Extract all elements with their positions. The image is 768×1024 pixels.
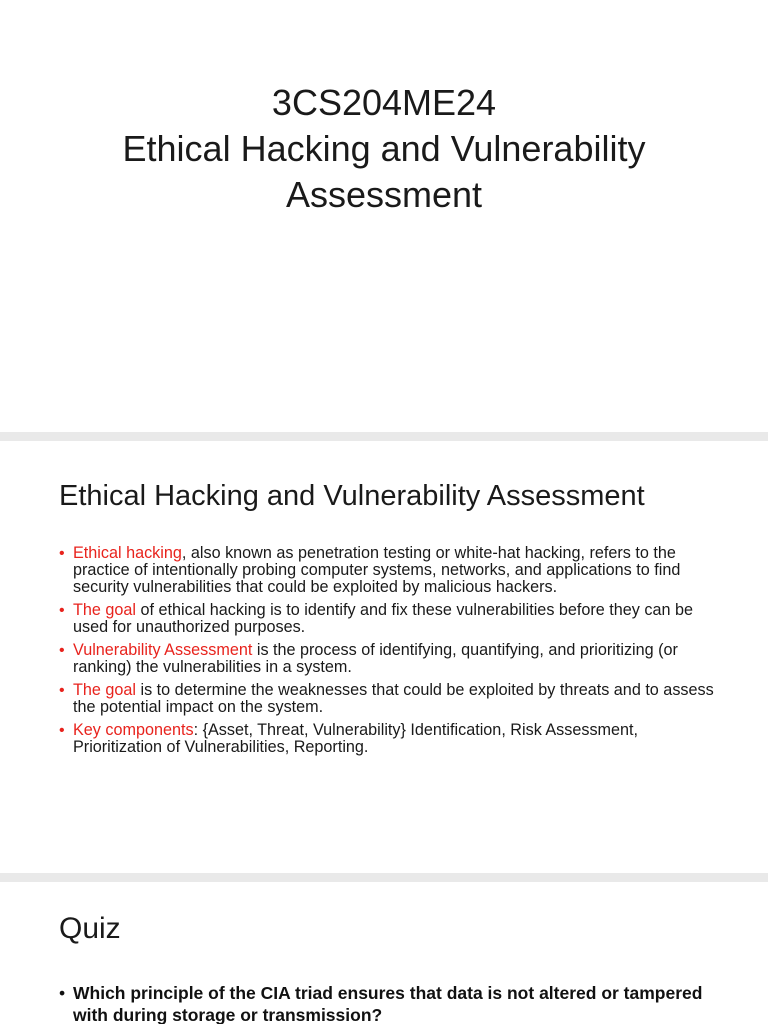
bullet-dot-icon: • xyxy=(59,722,65,739)
bullet-highlight: Ethical hacking xyxy=(73,544,182,562)
slide-quiz xyxy=(0,882,768,1024)
slide-heading: Ethical Hacking and Vulnerability Assessment xyxy=(59,480,645,512)
bullet-dot-icon: • xyxy=(59,682,65,699)
bullet-text: is the process of identifying, quantifying, and prioritizing (or ranking) the vulnerabilities in a system. xyxy=(73,641,678,676)
bullet-text: : {Asset, Threat, Vulnerability} Identification, Risk Assessment, Prioritization of Vulnerabilities, Reporting. xyxy=(73,721,639,756)
bullet-dot-icon: • xyxy=(59,545,65,562)
bullet-dot-icon: • xyxy=(59,642,65,659)
slide-title xyxy=(0,0,768,432)
course-code: 3CS204ME24 xyxy=(271,82,497,123)
bullet-dot-icon: • xyxy=(59,602,65,619)
quiz-question xyxy=(59,982,739,1024)
quiz-heading: Quiz xyxy=(59,912,121,945)
bullet-item xyxy=(59,545,719,596)
bullet-item xyxy=(59,682,719,716)
bullet-text: of ethical hacking is to identify and fix these vulnerabilities before they can be used for unauthorized purposes. xyxy=(73,601,693,636)
bullet-highlight: The goal xyxy=(73,601,136,619)
bullet-text: , also known as penetration testing or white-hat hacking, refers to the practice of intentionally probing computer systems, networks, and applications to find security vulnerabilities that could be exploited by malicious hackers. xyxy=(73,544,681,596)
bullet-highlight: The goal xyxy=(73,681,136,699)
bullet-highlight: Key components xyxy=(73,721,194,739)
course-name-line-1: Ethical Hacking and Vulnerability xyxy=(122,128,646,169)
bullet-item xyxy=(59,642,719,676)
quiz-question-list xyxy=(59,982,739,1024)
bullet-item xyxy=(59,602,719,636)
bullet-dot-icon: • xyxy=(59,983,66,1003)
course-title xyxy=(0,80,768,218)
course-name-line-2: Assessment xyxy=(285,174,483,215)
bullet-highlight: Vulnerability Assessment xyxy=(73,641,253,659)
quiz-question-text: Which principle of the CIA triad ensures that data is not altered or tampered with during storage or transmission? xyxy=(73,983,703,1024)
bullet-item xyxy=(59,722,719,756)
slide-overview xyxy=(0,441,768,873)
bullet-list xyxy=(59,545,719,762)
bullet-text: is to determine the weaknesses that could be exploited by threats and to assess the potential impact on the system. xyxy=(73,681,714,716)
